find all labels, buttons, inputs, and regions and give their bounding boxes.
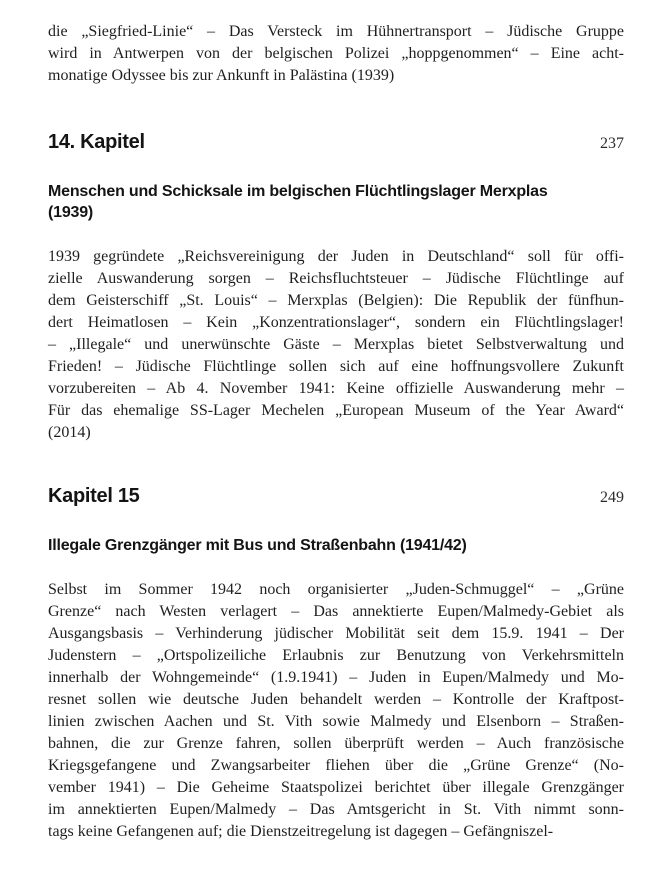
- text-line: Illegale Grenzgänger mit Bus und Straßenbahn (1941/42): [48, 537, 467, 554]
- text-line: die „Siegfried-Linie“ – Das Versteck im Hühnertransport – Jüdische Gruppe: [48, 23, 624, 40]
- text-line: Grenze“ nach Westen verlagert – Das annektierte Eupen/Malmedy-Gebiet als: [48, 603, 624, 620]
- chapter-summary: [48, 246, 624, 444]
- text-line: zielle Auswanderung sorgen – Reichsfluchtsteuer – Jüdische Flüchtlinge auf: [48, 270, 624, 287]
- toc-intro-paragraph: [48, 21, 624, 87]
- text-line: – „Illegale“ und unerwünschte Gäste – Merxplas bietet Selbstverwaltung und: [48, 336, 624, 353]
- chapter-page-number: 249: [600, 489, 624, 506]
- text-line: resnet sollen wie deutsche Juden behandelt werden – Kontrolle der Kraftpost-: [48, 691, 624, 708]
- text-line: Ausgangsbasis – Verhinderung jüdischer Mobilität seit dem 15.9. 1941 – Der: [48, 625, 624, 642]
- text-line: Für das ehemalige SS-Lager Mechelen „European Museum of the Year Award“: [48, 402, 624, 419]
- chapter-heading: Kapitel 15: [48, 485, 140, 507]
- chapter-14-section: [48, 130, 624, 444]
- page-content: [48, 0, 624, 843]
- text-line: dem Geisterschiff „St. Louis“ – Merxplas (Belgien): Die Republik der fünfhun-: [48, 292, 624, 309]
- text-line: vorzubereiten – Ab 4. November 1941: Keine offizielle Auswanderung mehr –: [48, 380, 624, 397]
- text-line: 1939 gegründete „Reichsvereinigung der Juden in Deutschland“ soll für offi-: [48, 248, 624, 265]
- text-line: bahnen, die zur Grenze fahren, sollen überprüft werden – Auch französische: [48, 735, 624, 752]
- text-line: Judenstern – „Ortspolizeiliche Erlaubnis zur Benutzung von Verkehrsmitteln: [48, 647, 624, 664]
- text-line: vember 1941) – Die Geheime Staatspolizei berichtet über illegale Grenzgänger: [48, 779, 624, 796]
- text-line: Kriegsgefangene und Zwangsarbeiter fliehen über die „Grüne Grenze“ (No-: [48, 757, 624, 774]
- chapter-heading: 14. Kapitel: [48, 131, 145, 153]
- text-line: wird in Antwerpen von der belgischen Polizei „hoppgenommen“ – Eine acht-: [48, 45, 624, 62]
- text-line: Frieden! – Jüdische Flüchtlinge sollen sich auf eine hoffnungsvollere Zukunft: [48, 358, 624, 375]
- chapter-heading-row: [48, 484, 624, 508]
- text-line: linien zwischen Aachen und St. Vith sowie Malmedy und Elsenborn – Straßen-: [48, 713, 624, 730]
- text-line: dert Heimatlosen – Kein „Konzentrationslager“, sondern ein Flüchtlingslager!: [48, 314, 624, 331]
- text-line: tags keine Gefangenen auf; die Dienstzeitregelung ist dagegen – Gefängniszel-: [48, 823, 554, 840]
- chapter-page-number: 237: [600, 135, 624, 152]
- text-line: Menschen und Schicksale im belgischen Flüchtlingslager Merxplas: [48, 183, 548, 200]
- text-line: im annektierten Eupen/Malmedy – Das Amtsgericht in St. Vith nimmt sonn-: [48, 801, 624, 818]
- text-line: innerhalb der Wohngemeinde“ (1.9.1941) – Juden in Eupen/Malmedy und Mo-: [48, 669, 624, 686]
- chapter-subtitle: [48, 181, 624, 223]
- chapter-subtitle: [48, 535, 624, 556]
- chapter-15-section: [48, 484, 624, 843]
- chapter-heading-row: [48, 130, 624, 154]
- text-line: (2014): [48, 424, 91, 441]
- text-line: (1939): [48, 204, 94, 221]
- text-line: monatige Odyssee bis zur Ankunft in Palästina (1939): [48, 67, 395, 84]
- text-line: Selbst im Sommer 1942 noch organisierter „Juden-Schmuggel“ – „Grüne: [48, 581, 624, 598]
- chapter-summary: [48, 579, 624, 843]
